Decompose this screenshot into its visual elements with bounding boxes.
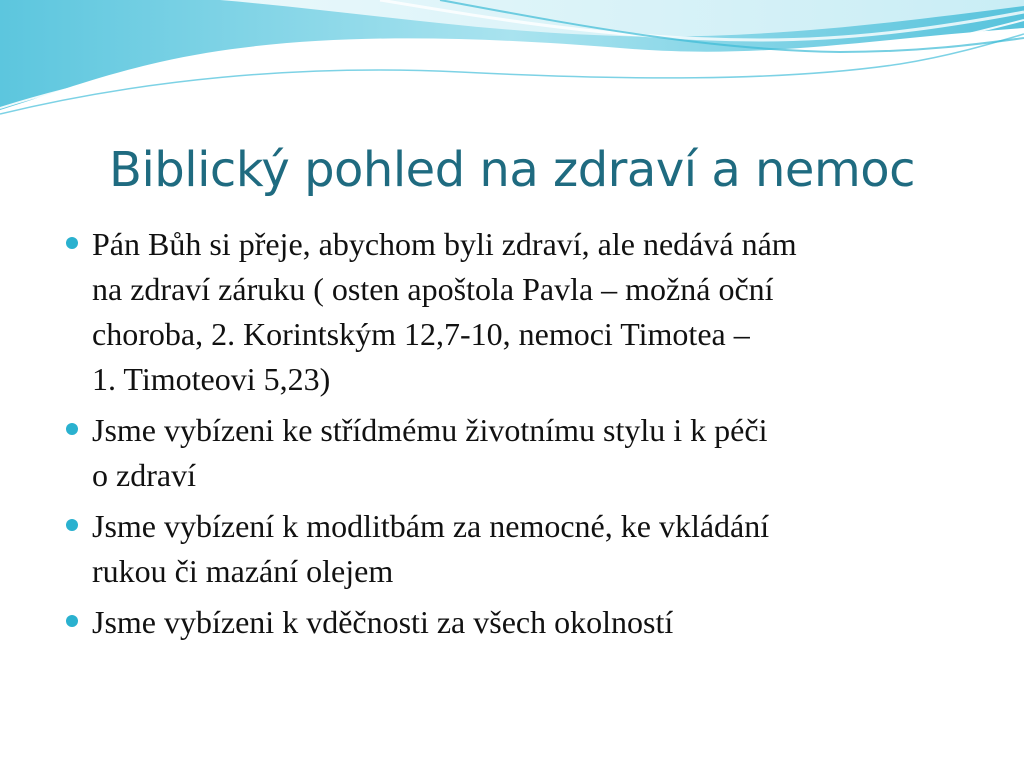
bullet-item bbox=[62, 222, 962, 402]
bullet-text-line: rukou či mazání olejem bbox=[92, 553, 394, 589]
bullet-dot-icon bbox=[66, 519, 78, 531]
bullet-text-line: Jsme vybízeni k vděčnosti za všech okolností bbox=[92, 604, 674, 640]
bullet-item bbox=[62, 408, 962, 498]
bullet-list bbox=[62, 222, 962, 651]
bullet-dot-icon bbox=[66, 423, 78, 435]
bullet-dot-icon bbox=[66, 615, 78, 627]
bullet-item bbox=[62, 504, 962, 594]
bullet-text-line: 1. Timoteovi 5,23) bbox=[92, 361, 331, 397]
bullet-item bbox=[62, 600, 962, 645]
bullet-text-line: Jsme vybízení k modlitbám za nemocné, ke vkládání bbox=[92, 508, 770, 544]
bullet-text-line: Pán Bůh si přeje, abychom byli zdraví, ale nedává nám bbox=[92, 226, 797, 262]
bullet-text-line: o zdraví bbox=[92, 457, 196, 493]
bullet-text-line: Jsme vybízeni ke střídmému životnímu stylu i k péči bbox=[92, 412, 768, 448]
bullet-text-line: choroba, 2. Korintským 12,7-10, nemoci Timotea – bbox=[92, 316, 750, 352]
header-wave-decoration bbox=[0, 0, 1024, 120]
bullet-text-line: na zdraví záruku ( osten apoštola Pavla – možná oční bbox=[92, 271, 774, 307]
bullet-dot-icon bbox=[66, 237, 78, 249]
slide-title: Biblický pohled na zdraví a nemoc bbox=[109, 142, 915, 198]
